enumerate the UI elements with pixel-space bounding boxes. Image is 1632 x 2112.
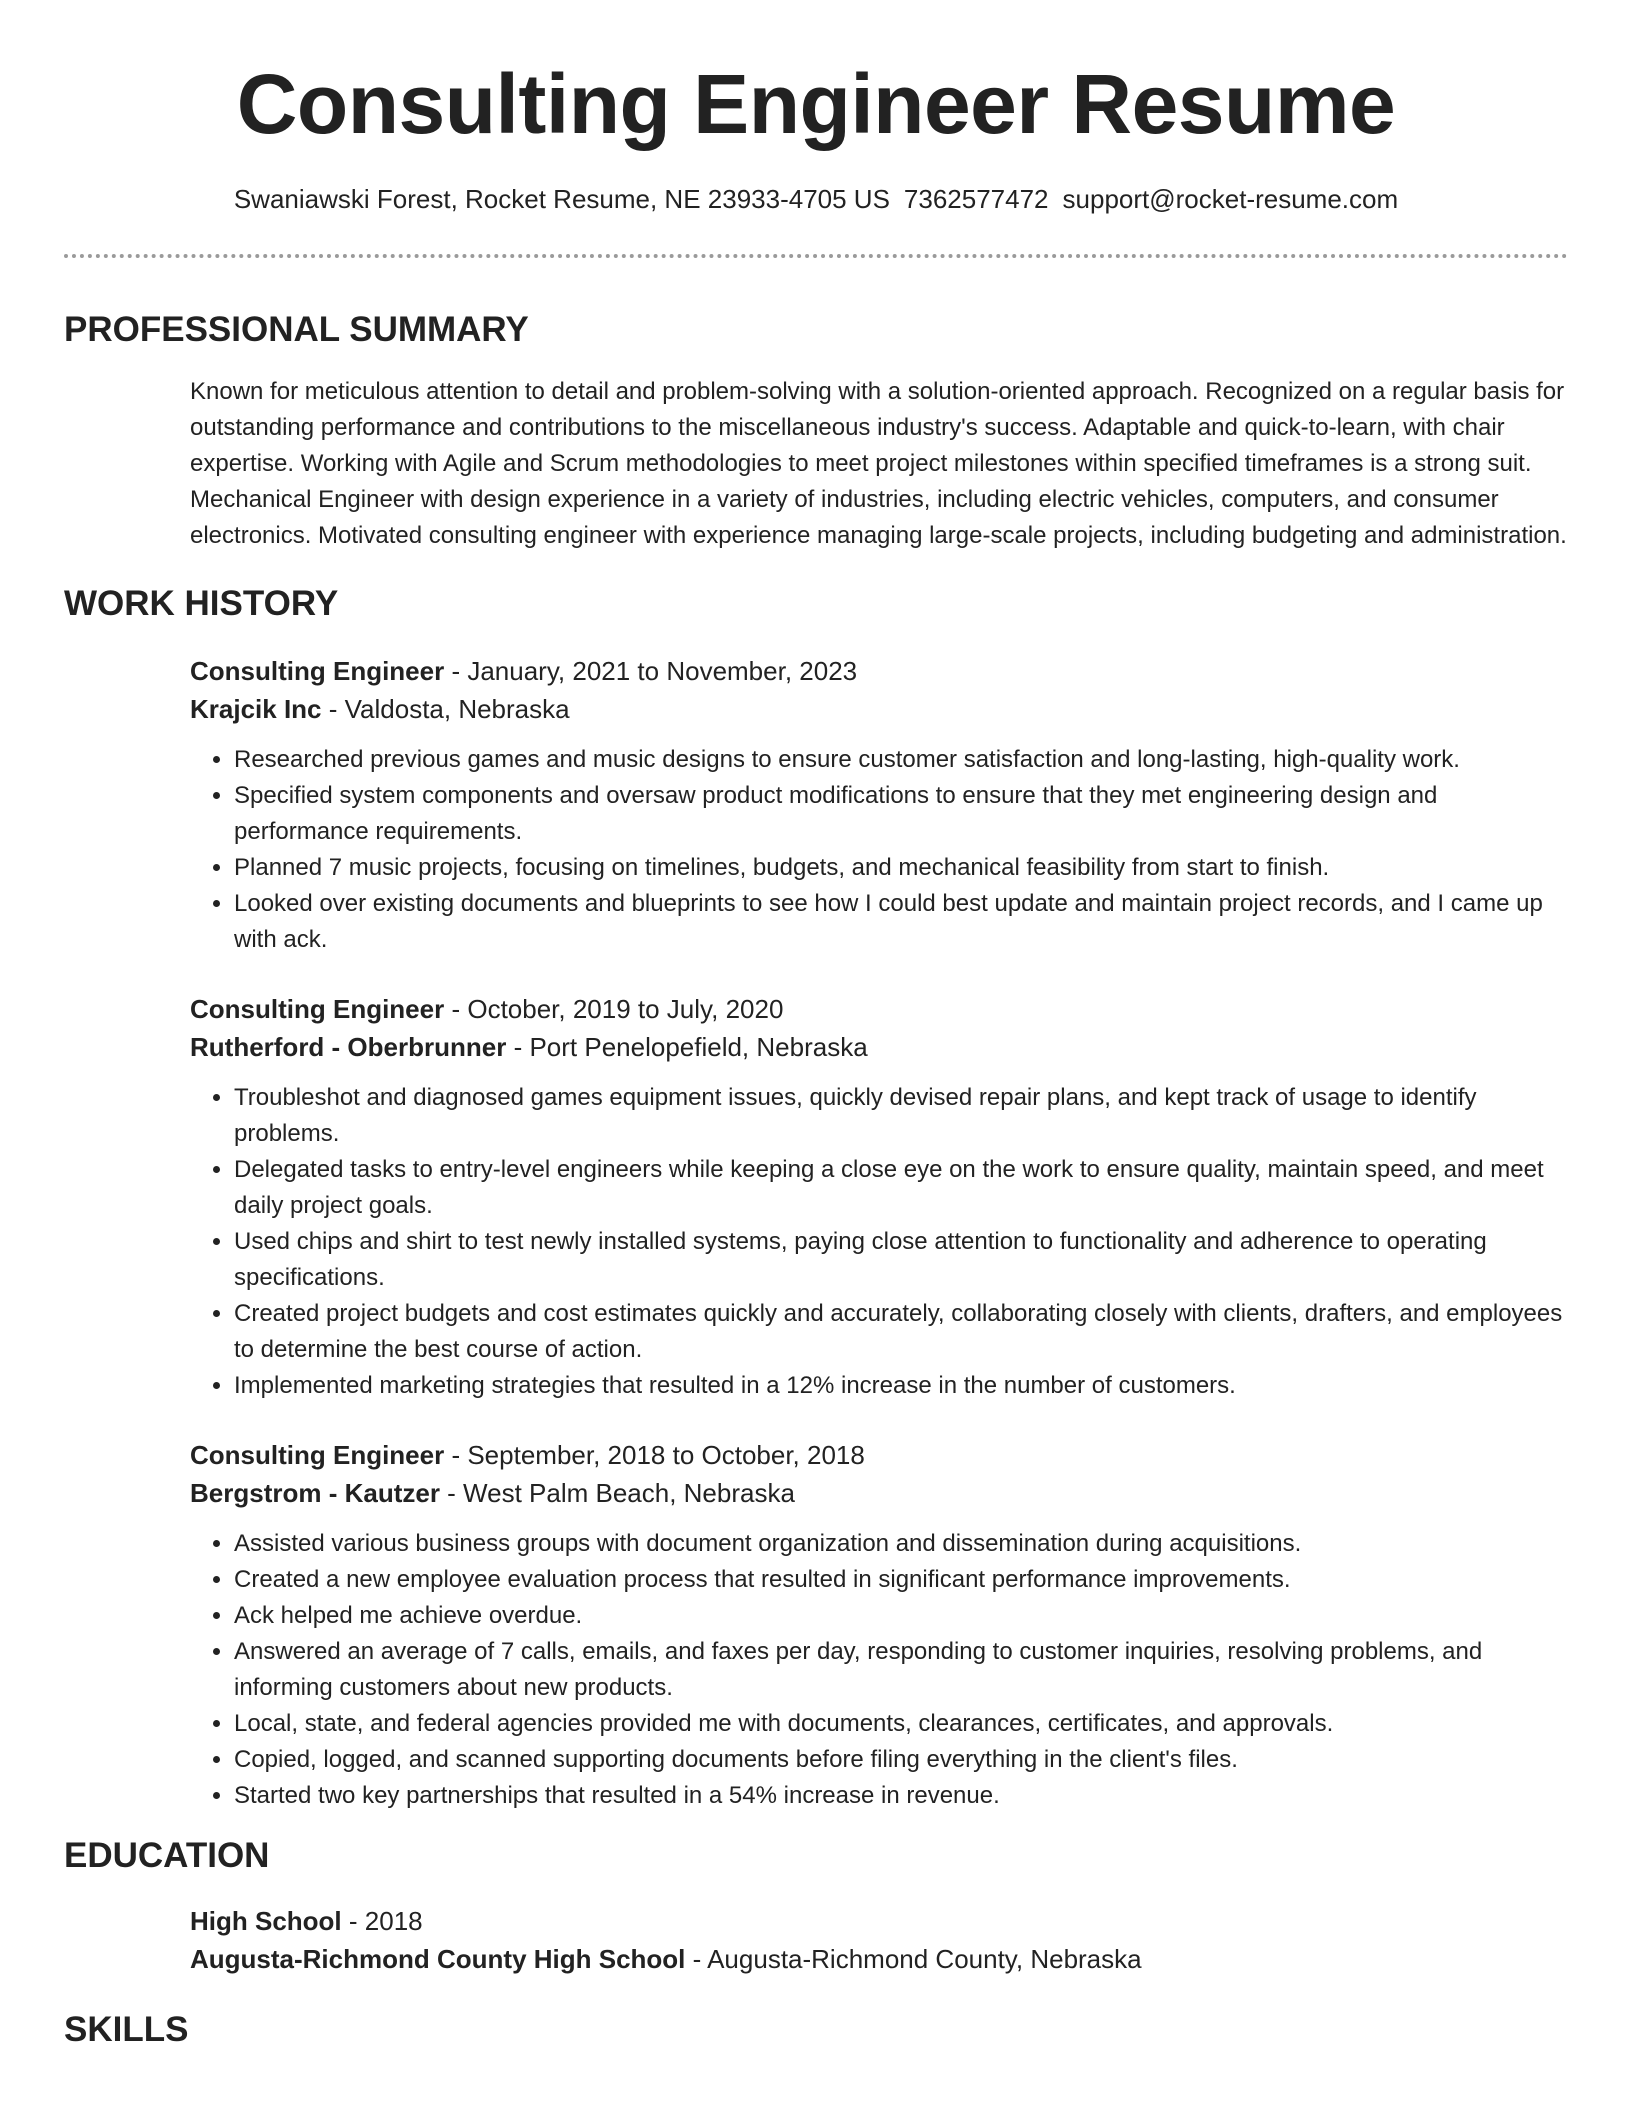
job-company: Bergstrom - Kautzer [190, 1478, 440, 1508]
contact-address: Swaniawski Forest, Rocket Resume, NE 23933-4705 US [233, 184, 890, 214]
job-bullet: • Answered an average of 7 calls, emails, and faxes per day, responding to customer inquiries, resolving problems, and informing customers about new products. [234, 1634, 1568, 1706]
education-entry [190, 1902, 1568, 1978]
education-school: Augusta-Richmond County High School [190, 1944, 686, 1974]
job-bullet: • Created project budgets and cost estimates quickly and accurately, collaborating closely with clients, drafters, and employees to determine the best course of action. [234, 1296, 1568, 1368]
job-bullet: • Specified system components and oversaw product modifications to ensure that they met engineering design and performance requirements. [234, 778, 1568, 850]
work-history-heading: WORK HISTORY [64, 584, 339, 623]
job-company-line [190, 1474, 1568, 1512]
job-bullet: • Delegated tasks to entry-level engineers while keeping a close eye on the work to ensure quality, maintain speed, and meet daily project goals. [234, 1152, 1568, 1224]
education-school-line [190, 1940, 1568, 1978]
education-location: - Augusta-Richmond County, Nebraska [685, 1944, 1142, 1974]
job-title-line [190, 652, 1568, 690]
job-company: Krajcik Inc [190, 694, 322, 724]
job-bullet: • Ack helped me achieve overdue. [234, 1598, 1568, 1634]
job-entry [190, 1436, 1568, 1814]
job-entry [190, 990, 1568, 1404]
job-location: - Port Penelopefield, Nebraska [506, 1032, 868, 1062]
job-entry [190, 652, 1568, 958]
job-title: Consulting Engineer [190, 656, 445, 686]
job-company-line [190, 1028, 1568, 1066]
job-bullet: • Local, state, and federal agencies provided me with documents, clearances, certificates, and approvals. [234, 1706, 1568, 1742]
job-title: Consulting Engineer [190, 1440, 445, 1470]
job-bullet: • Copied, logged, and scanned supporting documents before filing everything in the client's files. [234, 1742, 1568, 1778]
job-bullet: • Troubleshot and diagnosed games equipment issues, quickly devised repair plans, and kept track of usage to identify problems. [234, 1080, 1568, 1152]
job-bullet: • Planned 7 music projects, focusing on timelines, budgets, and mechanical feasibility from start to finish. [234, 850, 1568, 886]
job-location: - Valdosta, Nebraska [321, 694, 570, 724]
job-bullet: • Created a new employee evaluation process that resulted in significant performance improvements. [234, 1562, 1568, 1598]
skills-heading: SKILLS [64, 2010, 189, 2049]
job-company: Rutherford - Oberbrunner [190, 1032, 507, 1062]
job-bullets [190, 742, 1568, 958]
job-bullets [190, 1080, 1568, 1404]
education-degree-line [190, 1902, 1568, 1940]
summary-heading: PROFESSIONAL SUMMARY [64, 310, 529, 349]
job-title-line [190, 990, 1568, 1028]
job-dates: - October, 2019 to July, 2020 [444, 994, 784, 1024]
job-bullet: • Looked over existing documents and blueprints to see how I could best update and maintain project records, and I came up with ack. [234, 886, 1568, 958]
contact-info [64, 182, 1568, 216]
job-title: Consulting Engineer [190, 994, 445, 1024]
resume-title: Consulting Engineer Resume [236, 57, 1396, 151]
contact-email: support@rocket-resume.com [1062, 184, 1399, 214]
job-bullet: • Researched previous games and music designs to ensure customer satisfaction and long-lasting, high-quality work. [234, 742, 1568, 778]
header-divider [64, 254, 1568, 258]
job-bullet: • Used chips and shirt to test newly installed systems, paying close attention to functionality and adherence to operating specifications. [234, 1224, 1568, 1296]
education-degree: High School [190, 1906, 342, 1936]
job-bullet: • Implemented marketing strategies that resulted in a 12% increase in the number of customers. [234, 1368, 1568, 1404]
job-title-line [190, 1436, 1568, 1474]
job-company-line [190, 690, 1568, 728]
summary-text: Known for meticulous attention to detail and problem-solving with a solution-oriented approach. Recognized on a regular basis for outstanding performance and contributions to the miscellaneous industry's success. Adaptable and quick-to-learn, with chair expertise. Working with Agile and Scrum methodologies to meet project milestones within specified timeframes is a strong suit. Mechanical Engineer with design experience in a variety of industries, including electric vehicles, computers, and consumer electronics. Motivated consulting engineer with experience managing large-scale projects, including budgeting and administration. [190, 378, 1567, 549]
education-heading: EDUCATION [64, 1836, 270, 1875]
education-year: - 2018 [341, 1906, 423, 1936]
job-dates: - September, 2018 to October, 2018 [444, 1440, 865, 1470]
job-dates: - January, 2021 to November, 2023 [444, 656, 858, 686]
job-bullet: • Started two key partnerships that resulted in a 54% increase in revenue. [234, 1778, 1568, 1814]
job-bullet: • Assisted various business groups with document organization and dissemination during acquisitions. [234, 1526, 1568, 1562]
job-location: - West Palm Beach, Nebraska [439, 1478, 795, 1508]
contact-phone: 7362577472 [903, 184, 1049, 214]
job-bullets [190, 1526, 1568, 1814]
